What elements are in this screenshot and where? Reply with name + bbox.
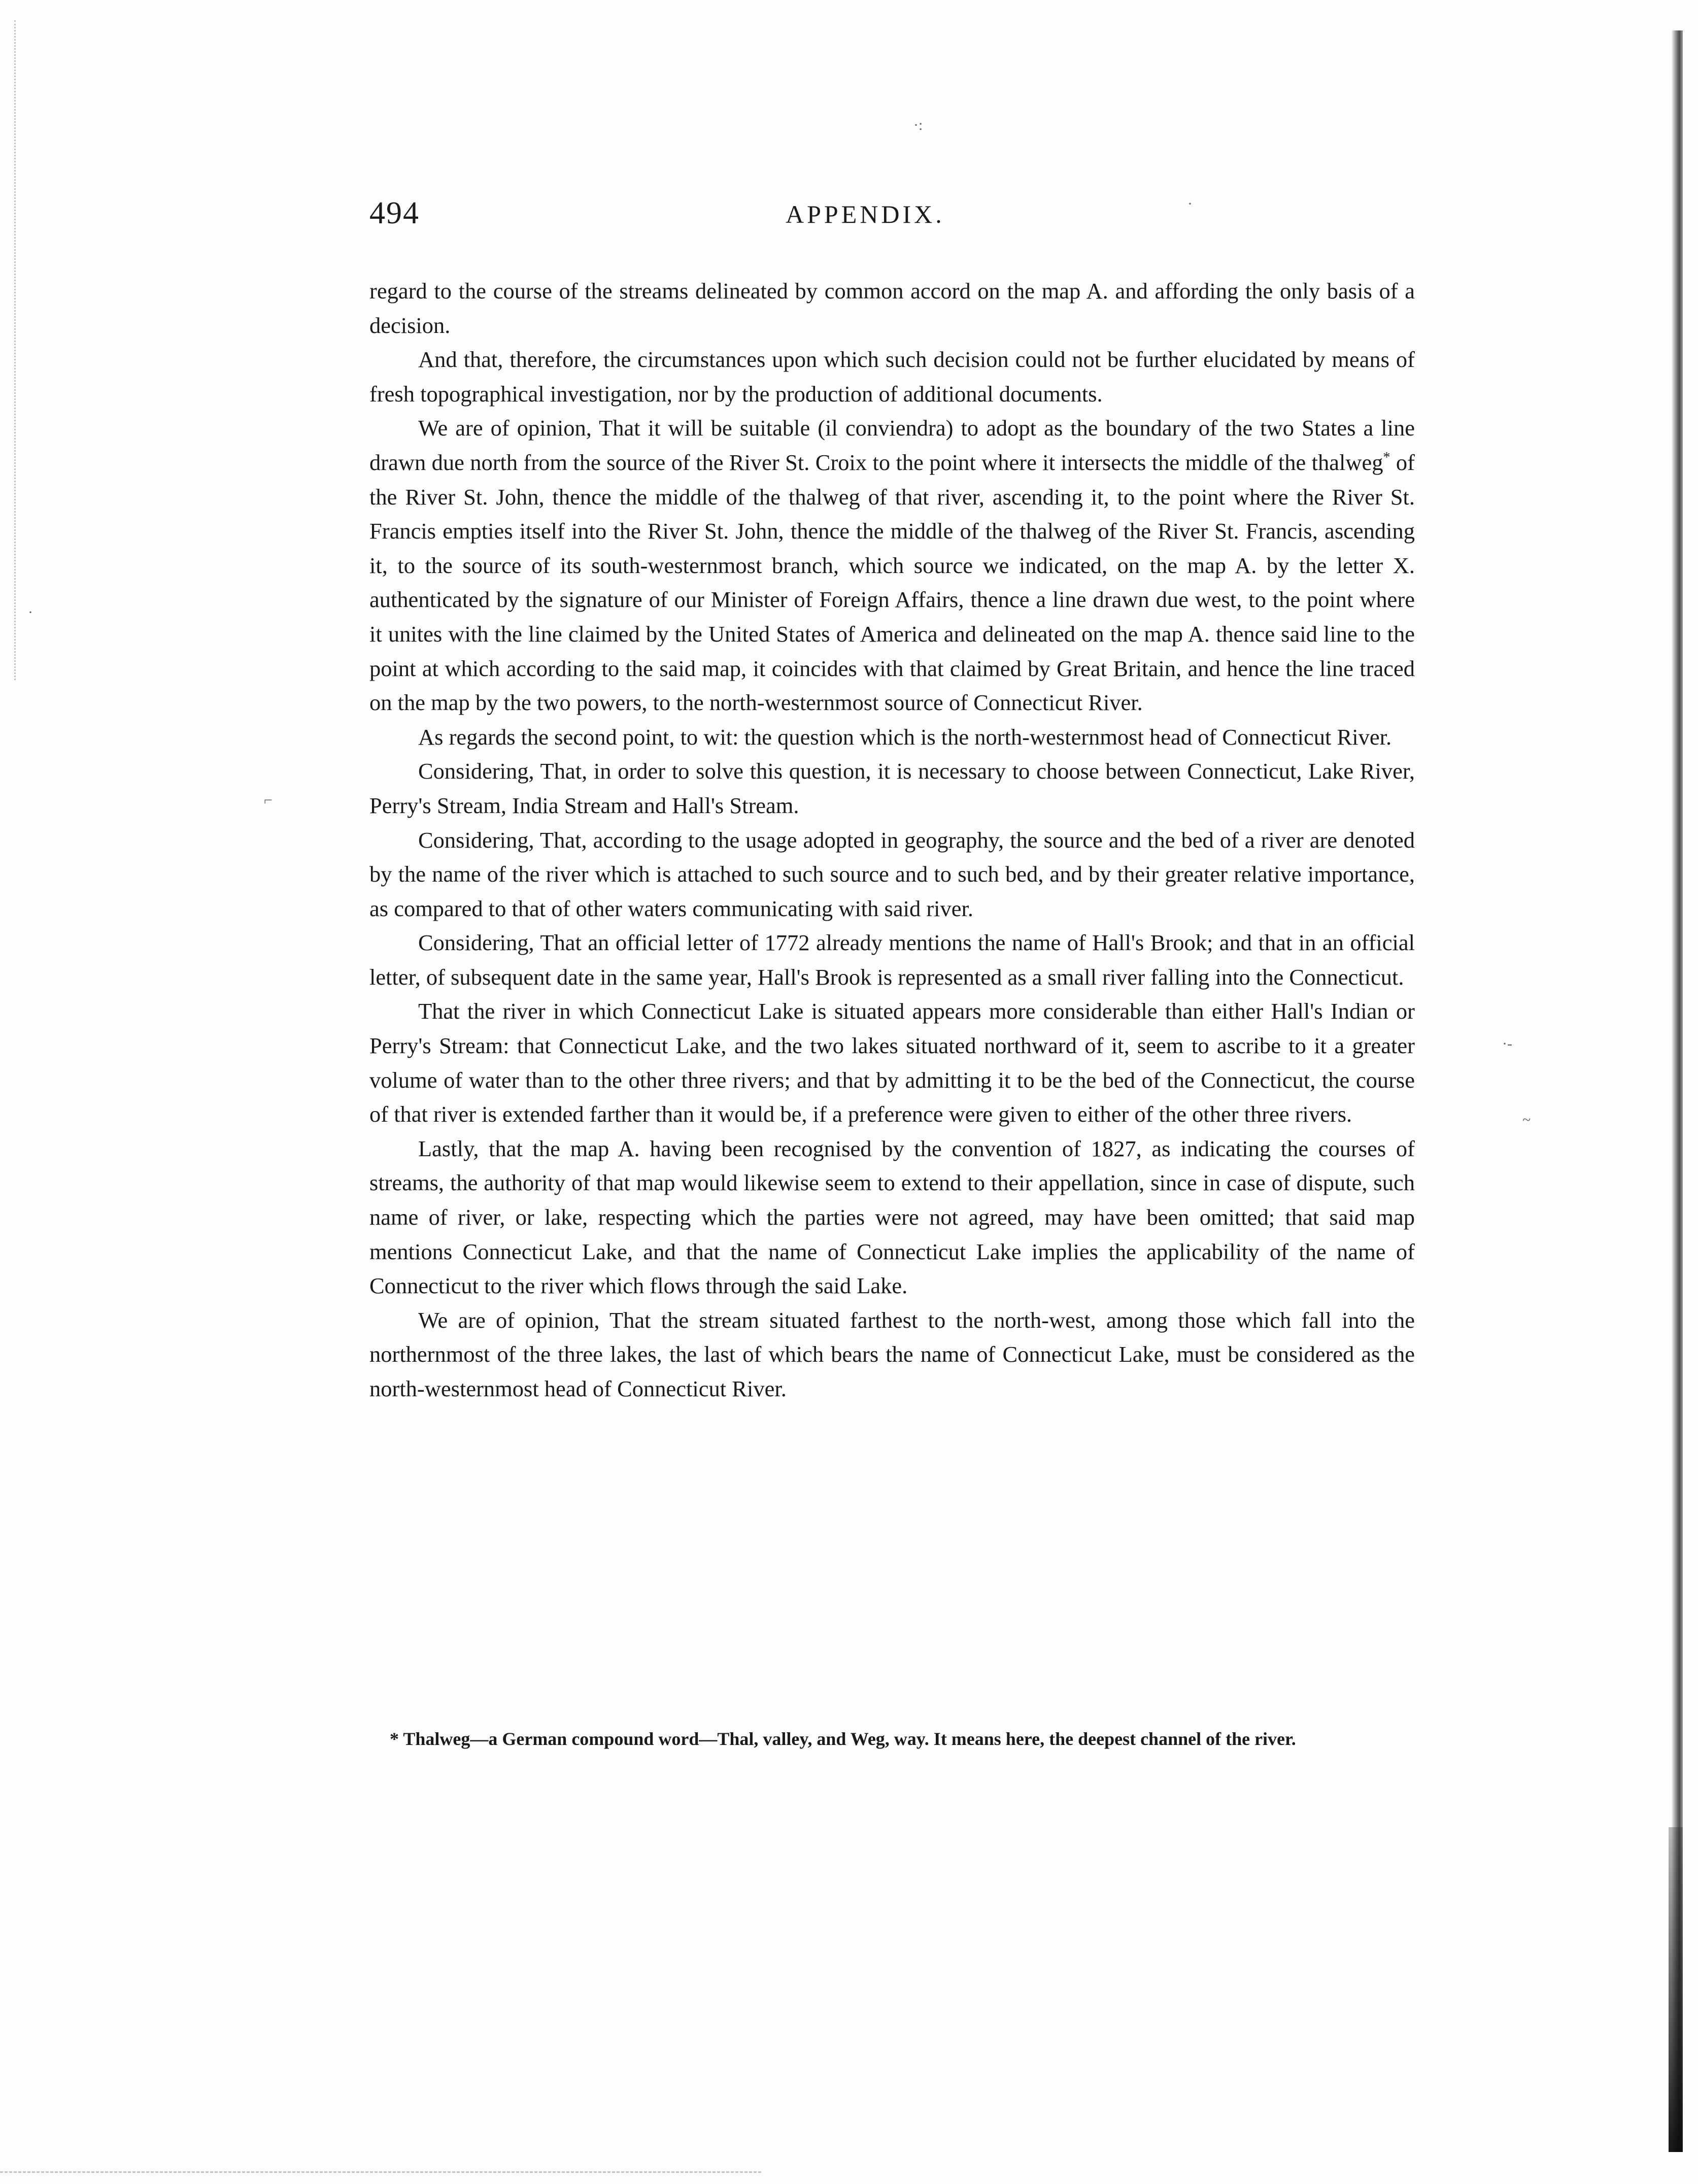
paragraph: As regards the second point, to wit: the question which is the north-westernmost head of Connecticut River. bbox=[418, 724, 1392, 750]
scan-speck: · bbox=[28, 604, 33, 621]
scan-bottom-edge bbox=[0, 2169, 761, 2173]
scan-speck: ·: bbox=[913, 117, 923, 133]
page-header bbox=[369, 195, 1435, 241]
running-head: APPENDIX. bbox=[786, 200, 945, 228]
paragraph: Lastly, that the map A. having been recognised by the convention of 1827, as indicating the courses of streams, the authority of that map would likewise seem to extend to their appellation, since in case of dispute, such name of river, or lake, respecting which the parties were not agreed, may have been omitted; that said map mentions Connecticut Lake, and that the name of Connecticut Lake implies the applicability of the name of Connecticut to the river which flows through the said Lake. bbox=[369, 1135, 1415, 1299]
footnote: * Thalweg—a German compound word—Thal, valley, and Weg, way. It means here, the deepest channel of the river. bbox=[390, 1729, 1296, 1749]
scan-speck: ~ bbox=[1522, 1112, 1531, 1128]
paragraph: Considering, That an official letter of 1772 already mentions the name of Hall's Brook; and that in an official letter, of subsequent date in the same year, Hall's Brook is represented as a small river falling into the Connecticut. bbox=[369, 930, 1415, 990]
paragraph: Considering, That, in order to solve this question, it is necessary to choose between Connecticut, Lake River, Perry's Stream, India Stream and Hall's Stream. bbox=[369, 758, 1415, 818]
scan-speck: ·- bbox=[1502, 1035, 1512, 1052]
paragraph: We are of opinion, That the stream situated farthest to the north-west, among those which fall into the northernmost of the three lakes, the last of which bears the name of Connecticut Lake, must be considered as the north-westernmost head of Connecticut River. bbox=[369, 1307, 1415, 1401]
page-number: 494 bbox=[369, 196, 420, 230]
paragraph: That the river in which Connecticut Lake is situated appears more considerable than either Hall's Indian or Perry's Stream: that Connecticut Lake, and the two lakes situated northward of it, seem to ascribe to it a greater volume of water than to the other three rivers; and that by admitting it to be the bed of the Connecticut, the course of that river is extended farther than it would be, if a preference were given to either of the other three rivers. bbox=[369, 998, 1415, 1127]
paragraph-text: We are of opinion, That it will be suitable (il conviendra) to adopt as the boundary of the two States a line drawn due north from the source of the River St. Croix to the point where it intersects the middle of the thalweg bbox=[369, 415, 1415, 475]
footnote-marker: * bbox=[1383, 450, 1390, 466]
scan-left-edge bbox=[14, 20, 19, 680]
scan-speck: · bbox=[1187, 195, 1193, 212]
paragraph: And that, therefore, the circumstances upon which such decision could not be further elucidated by means of fresh topographical investigation, nor by the production of additional documents. bbox=[369, 347, 1415, 407]
scan-speck: ⌐ bbox=[264, 792, 273, 809]
paragraph: Considering, That, according to the usage adopted in geography, the source and the bed of a river are denoted by the name of the river which is attached to such source and to such bed, and by their greater relative importance, as compared to that of other waters communicating with said river. bbox=[369, 827, 1415, 921]
paragraph-text: of the River St. John, thence the middle of the thalweg of that river, ascending it, to the point where the River St. Francis empties itself into the River St. John, thence the middle of the thalweg of the River St. Francis, ascending it, to the source of its south-westernmost branch, which source we indicated, on the map A. by the letter X. authenticated by the signature of our Minister of Foreign Affairs, thence a line drawn due west, to the point where it unites with the line claimed by the United States of America and delineated on the map A. thence said line to the point at which according to the said map, it coincides with that claimed by Great Britain, and hence the line traced on the map by the two powers, to the north-westernmost source of Connecticut River. bbox=[369, 449, 1415, 716]
paragraph bbox=[369, 411, 1415, 720]
scan-right-edge-shadow bbox=[1669, 1827, 1683, 2152]
body-text bbox=[369, 274, 1415, 1406]
paragraph: regard to the course of the streams delineated by common accord on the map A. and affording the only basis of a decision. bbox=[369, 278, 1415, 338]
